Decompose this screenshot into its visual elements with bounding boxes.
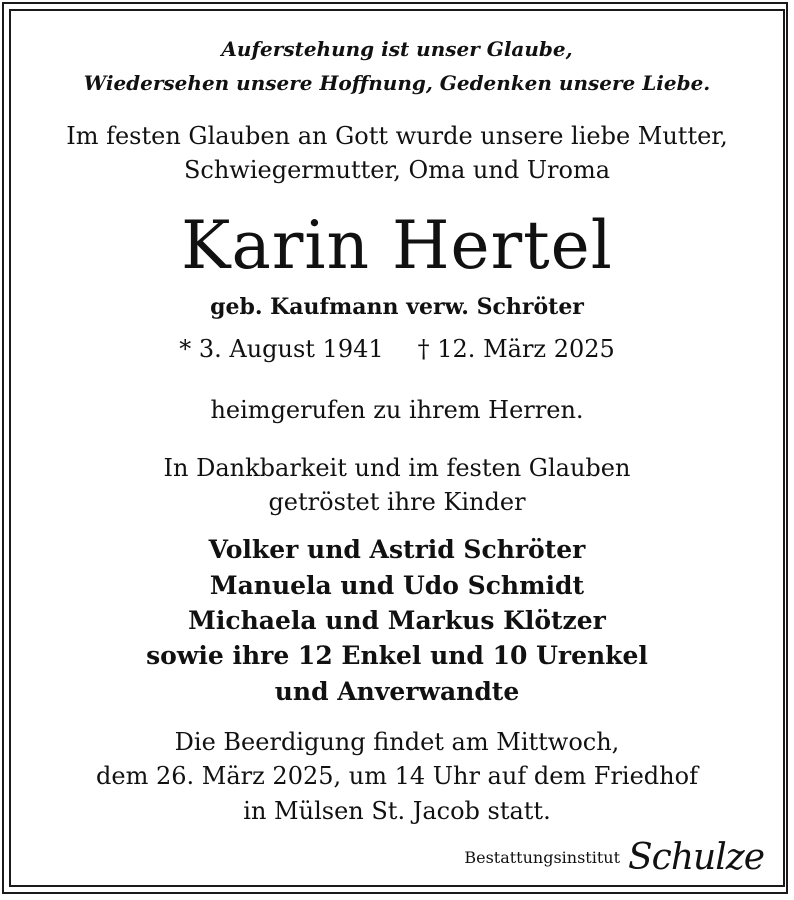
life-dates — [0, 337, 794, 361]
funeral-line-1: Die Beerdigung findet am Mittwoch, — [174, 728, 620, 756]
family-line-4: sowie ihre 12 Enkel und 10 Urenkel — [146, 641, 648, 670]
family-line-5: und Anverwandte — [274, 677, 520, 706]
family-line-3: Michaela und Markus Klötzer — [188, 606, 606, 635]
motto-line-2: Wiedersehen unsere Hoffnung, Gedenken unsere Liebe. — [83, 71, 711, 95]
motto-line-1: Auferstehung ist unser Glaube, — [221, 37, 573, 61]
undertaker-signature — [464, 837, 764, 878]
gratitude-line-1: In Dankbarkeit und im festen Glauben — [163, 454, 631, 482]
intro-line-2: Schwiegermutter, Oma und Uroma — [183, 156, 611, 184]
death-date: † 12. März 2025 — [417, 335, 615, 363]
birth-date: * 3. August 1941 — [179, 335, 384, 363]
funeral-line-2: dem 26. März 2025, um 14 Uhr auf dem Friedhof — [96, 762, 698, 790]
called-home-line: heimgerufen zu ihrem Herren. — [210, 396, 584, 424]
family-line-1: Volker und Astrid Schröter — [208, 535, 586, 564]
undertaker-brand-logo: Schulze — [628, 837, 764, 878]
intro-line-1: Im festen Glauben an Gott wurde unsere liebe Mutter, — [66, 122, 728, 150]
undertaker-label: Bestattungsinstitut — [464, 848, 621, 867]
deceased-name: Karin Hertel — [181, 207, 613, 284]
funeral-line-3: in Mülsen St. Jacob statt. — [243, 797, 551, 825]
birth-names: geb. Kaufmann verw. Schröter — [210, 294, 584, 320]
gratitude-line-2: getröstet ihre Kinder — [268, 488, 526, 516]
family-line-2: Manuela und Udo Schmidt — [209, 571, 585, 600]
